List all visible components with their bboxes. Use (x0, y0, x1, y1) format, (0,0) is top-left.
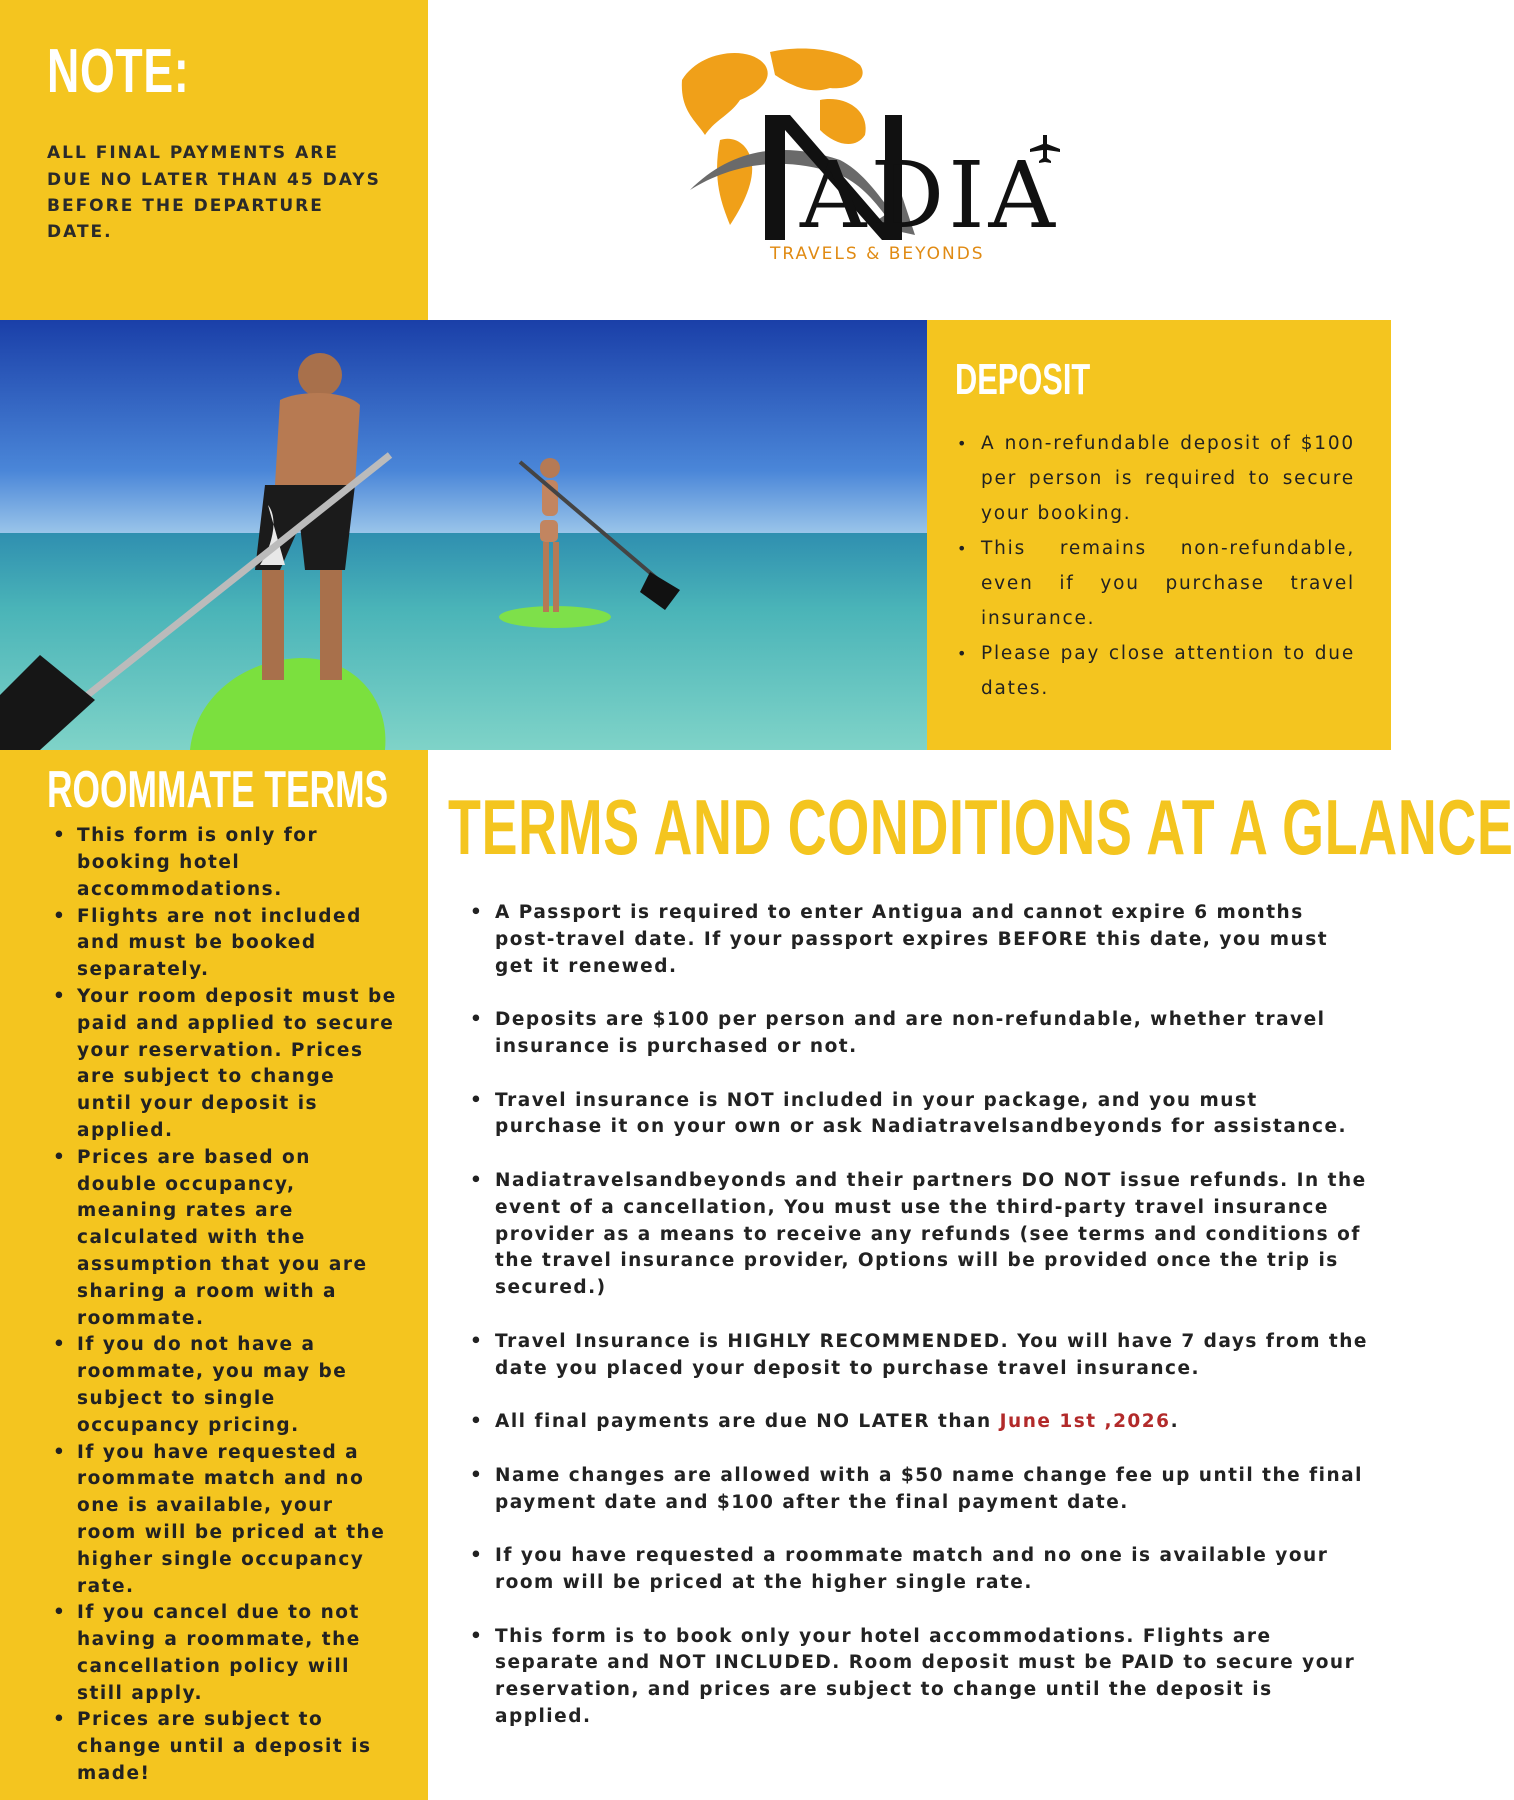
list-item: • A non-refundable deposit of $100 per person is required to secure your booking. (955, 426, 1355, 531)
terms-list (468, 900, 1368, 1758)
roommate-title: ROOMMATE TERMS (47, 761, 389, 819)
roommate-panel (0, 750, 428, 1800)
list-item: • This form is only for booking hotel accommodations. (47, 823, 398, 903)
logo-word-visible: ADIA (800, 142, 1059, 249)
list-item: • If you have requested a roommate match and no one is available your room will be priced at the higher single rate. (468, 1543, 1368, 1597)
list-item: • Flights are not included and must be booked separately. (47, 904, 398, 984)
list-item: • Name changes are allowed with a $50 name change fee up until the final payment date and $100 after the final payment date. (468, 1463, 1368, 1517)
final-payment-item (468, 1409, 1368, 1436)
deposit-panel (927, 320, 1391, 750)
paddleboard-photo (0, 320, 927, 750)
terms-title: TERMS AND CONDITIONS AT A GLANCE (448, 783, 1514, 871)
list-item: • Travel Insurance is HIGHLY RECOMMENDED. You will have 7 days from the date you placed your deposit to purchase travel insurance. (468, 1329, 1368, 1383)
list-item: • Deposits are $100 per person and are non-refundable, whether travel insurance is purchased or not. (468, 1007, 1368, 1061)
deposit-title: DEPOSIT (955, 355, 1091, 404)
note-text: ALL FINAL PAYMENTS ARE DUE NO LATER THAN 45 DAYS BEFORE THE DEPARTURE DATE. (47, 143, 381, 243)
list-item: • Prices are based on double occupancy, meaning rates are calculated with the assumption that you are sharing a room with a roommate. (47, 1145, 398, 1333)
list-item: • Prices are subject to change until a deposit is made! (47, 1707, 398, 1787)
list-item: • If you have requested a roommate match and no one is available, your room will be priced at the higher single occupancy rate. (47, 1440, 398, 1601)
note-title: NOTE: (47, 37, 190, 106)
logo-tagline: TRAVELS & BEYONDS (770, 244, 985, 264)
list-item: • A Passport is required to enter Antigua and cannot expire 6 months post-travel date. If your passport expires BEFORE this date, you must get it renewed. (468, 900, 1368, 980)
list-item: • Please pay close attention to due dates. (955, 636, 1355, 706)
deposit-list (955, 426, 1355, 706)
final-payment-prefix: All final payments are due NO LATER than (495, 1411, 1000, 1433)
list-item: • Nadiatravelsandbeyonds and their partners DO NOT issue refunds. In the event of a cancellation, You must use the third-party travel insurance provider as a means to receive any refunds (see terms and conditions of the travel insurance provider, Options will be provided once the trip is secured.) (468, 1168, 1368, 1302)
list-item: • Travel insurance is NOT included in your package, and you must purchase it on your own or ask Nadiatravelsandbeyonds for assistance. (468, 1088, 1368, 1142)
list-item: • If you cancel due to not having a roommate, the cancellation policy will still apply. (47, 1600, 398, 1707)
final-payment-date: June 1st ,2026 (999, 1411, 1171, 1433)
roommate-list (47, 823, 398, 1788)
list-item: • This form is to book only your hotel accommodations. Flights are separate and NOT INCLUDED. Room deposit must be PAID to secure your reservation, and prices are subject to change until the deposit is applied. (468, 1624, 1368, 1731)
note-panel (0, 0, 428, 320)
list-item: • If you do not have a roommate, you may be subject to single occupancy pricing. (47, 1332, 398, 1439)
final-payment-suffix: . (1170, 1411, 1180, 1433)
list-item: • Your room deposit must be paid and applied to secure your reservation. Prices are subject to change until your deposit is applied. (47, 984, 398, 1145)
list-item: • This remains non-refundable, even if you purchase travel insurance. (955, 531, 1355, 636)
